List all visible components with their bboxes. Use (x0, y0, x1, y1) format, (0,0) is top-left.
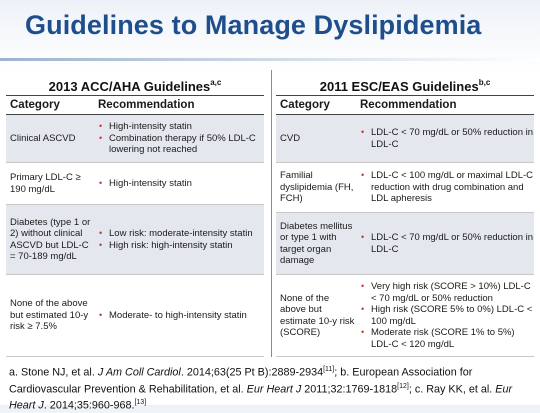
table-row (6, 163, 264, 205)
row-category: Primary LDL-C ≥ 190 mg/dL (10, 172, 81, 195)
ref-a-journal: J Am Coll Cardiol (97, 366, 181, 379)
row-recommendation (356, 168, 534, 207)
recommendation-item: • High-intensity statin (109, 121, 264, 133)
recommendation-item: • LDL-C < 70 mg/dL or 50% reduction in LDL-C (371, 127, 534, 150)
recommendation-item: • High risk (SCORE 5% to 0%) LDL-C < 100 mg/dL (371, 304, 534, 327)
acc-aha-heading-sup: a,c (210, 78, 222, 87)
row-category: Diabetes mellitus or type 1 with target organ damage (280, 220, 353, 266)
acc-aha-panel (6, 70, 264, 357)
acc-aha-column-header (6, 95, 264, 115)
table-row (276, 275, 534, 357)
acc-aha-col-recommendation: Recommendation (98, 99, 195, 111)
esc-eas-col-recommendation: Recommendation (360, 99, 457, 111)
ref-c-number: [13] (134, 399, 147, 407)
esc-eas-heading (276, 70, 534, 95)
row-recommendation (94, 176, 264, 192)
ref-a-detail: . 2014;63(25 Pt B):2889-2934 (180, 366, 324, 379)
table-row (276, 163, 534, 213)
row-recommendation (356, 279, 534, 352)
ref-b-number: [12] (397, 382, 409, 390)
ref-c-journal: Eur Heart J (9, 383, 513, 412)
row-category: None of the above but estimated 10-y risk ≥ 7.5% (10, 298, 89, 333)
references-footnote (9, 363, 533, 413)
recommendation-item: • High risk: high-intensity statin (109, 240, 264, 252)
acc-aha-heading-text: 2013 ACC/AHA Guidelines (48, 79, 211, 94)
row-category: Diabetes (type 1 or 2) without clinical ASCVD but LDL-C = 70-189 mg/dL (10, 216, 91, 262)
recommendation-item: • Low risk: moderate-intensity statin (109, 228, 264, 240)
esc-eas-column-header (276, 95, 534, 115)
ref-a-number: [11] (323, 366, 335, 373)
recommendation-item: • Very high risk (SCORE > 10%) LDL-C < 70 mg/dL or 50% reduction (371, 281, 534, 304)
row-recommendation (356, 125, 534, 152)
recommendation-item: • Moderate risk (SCORE 1% to 5%) LDL-C < 120 mg/dL (371, 327, 534, 350)
ref-b-journal: Eur Heart J (246, 383, 302, 396)
esc-eas-col-category: Category (280, 99, 330, 111)
row-category: Familial dyslipidemia (FH, FCH) (280, 170, 354, 205)
row-recommendation (356, 230, 534, 257)
row-category: Clinical ASCVD (10, 132, 76, 144)
ref-b-detail: 2011;32:1769-1818 (301, 383, 398, 396)
recommendation-item: • Combination therapy if 50% LDL-C lowering not reached (109, 133, 264, 156)
acc-aha-col-category: Category (10, 99, 60, 111)
slide-title: Guidelines to Manage Dyslipidemia (25, 10, 482, 40)
esc-eas-heading-text: 2011 ESC/EAS Guidelines (319, 79, 479, 94)
panel-divider (271, 70, 272, 357)
table-row (276, 213, 534, 275)
ref-c-text: ; c. Ray KK, et al. (408, 383, 496, 396)
ref-a-text: a. Stone NJ, et al. (9, 366, 98, 379)
esc-eas-heading-sup: b,c (478, 78, 491, 87)
row-recommendation (94, 308, 264, 324)
row-category: None of the above but estimate 10-y risk (SCORE) (280, 292, 355, 338)
table-row (6, 115, 264, 163)
ref-c-detail: . 2014;35:960-968. (43, 399, 135, 412)
table-row (276, 115, 534, 163)
row-category: CVD (280, 132, 301, 144)
recommendation-item: • LDL-C < 100 mg/dL or maximal LDL-C reduction with drug combination and LDL apheresis (371, 170, 534, 205)
esc-eas-panel (276, 70, 534, 357)
row-recommendation (94, 119, 264, 158)
table-row (6, 275, 264, 357)
row-recommendation (94, 226, 264, 253)
table-row (6, 205, 264, 275)
ref-b-text: ; b. European Association for Cardiovascular Prevention & Rehabilitation, et al. (9, 366, 473, 396)
acc-aha-heading (6, 70, 264, 95)
recommendation-item: • LDL-C < 70 mg/dL or 50% reduction in LDL-C (371, 232, 534, 255)
recommendation-item: • High-intensity statin (109, 178, 264, 190)
recommendation-item: • Moderate- to high-intensity statin (109, 310, 264, 322)
title-divider (0, 58, 540, 61)
